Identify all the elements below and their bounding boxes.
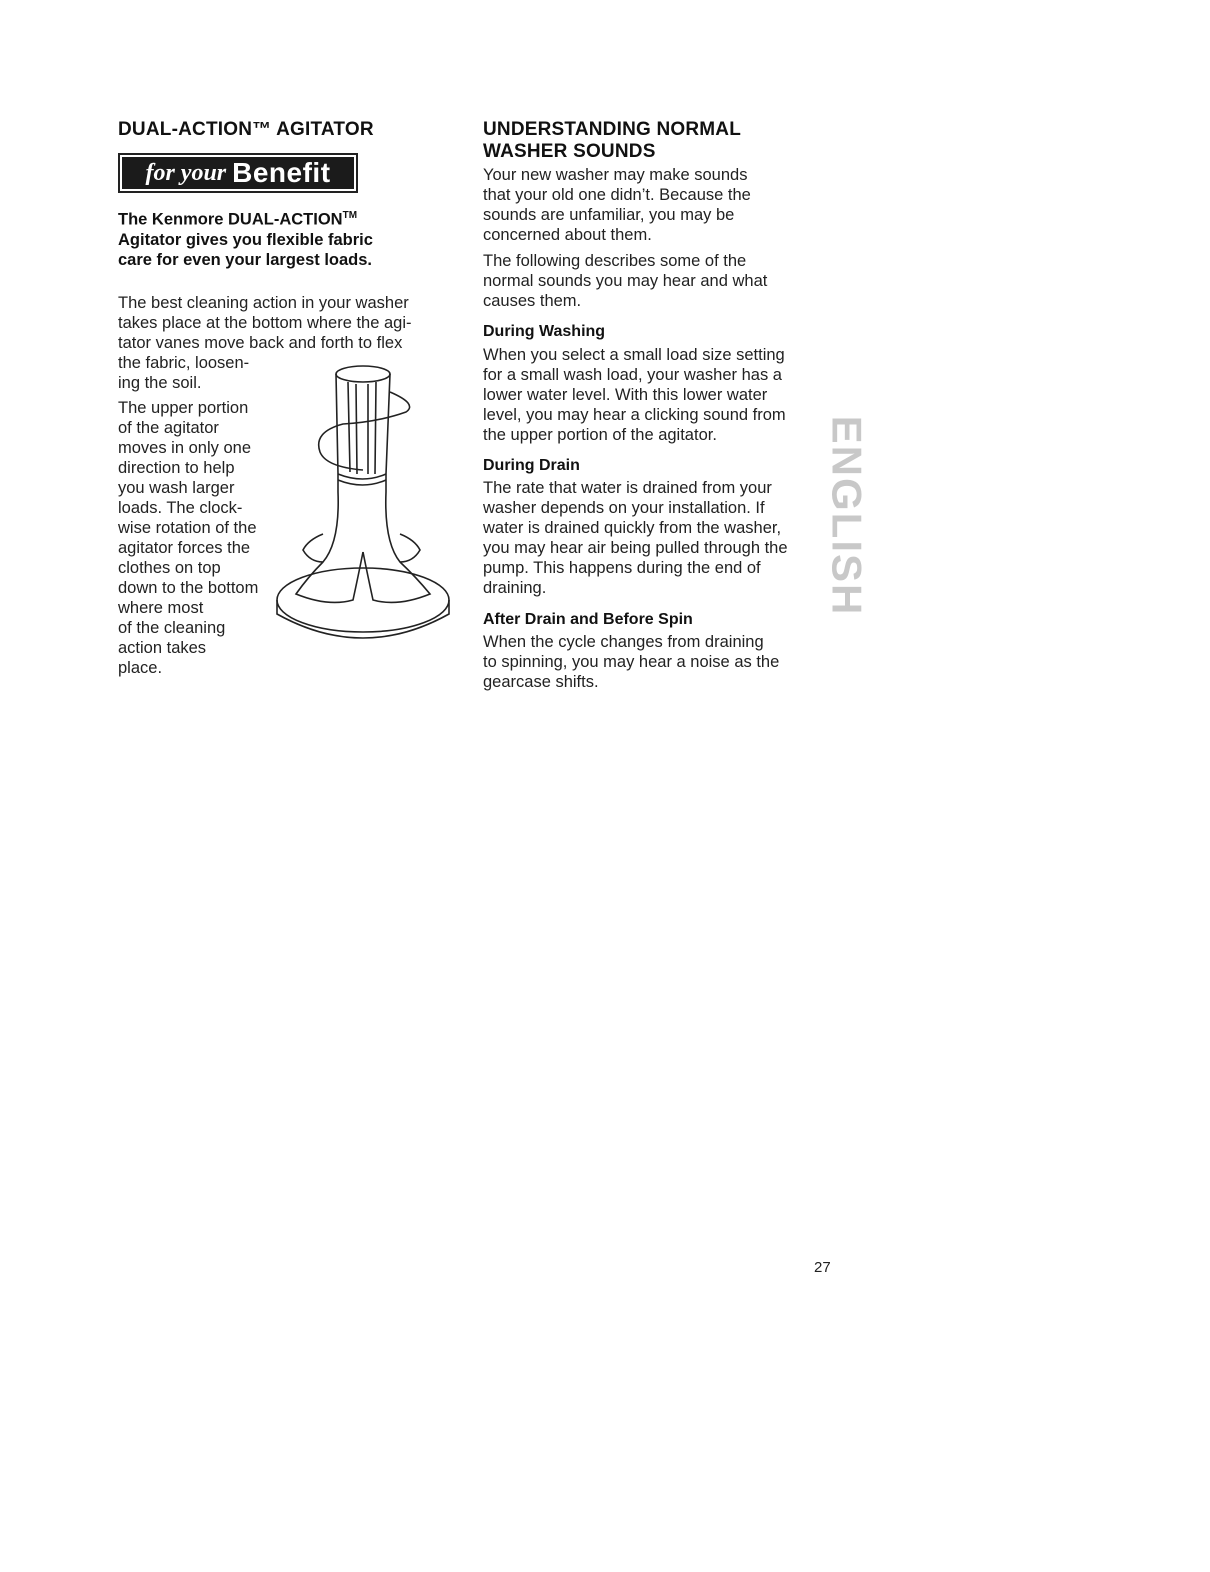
during-drain-text	[483, 478, 823, 598]
heading-line: WASHER SOUNDS	[483, 141, 656, 162]
p2-line: action takes	[118, 639, 207, 657]
washing-line: the upper portion of the agitator.	[483, 426, 717, 444]
p2-line: of the agitator	[118, 419, 219, 437]
intro1-line: sounds are unfamiliar, you may be	[483, 206, 735, 224]
intro2-line: normal sounds you may hear and what	[483, 272, 768, 290]
after-drain-line: gearcase shifts.	[483, 673, 599, 691]
subheading-during-drain: During Drain	[483, 457, 580, 474]
lead-line-3: care for even your largest loads.	[118, 250, 373, 269]
p2-line: agitator forces the	[118, 539, 251, 557]
section-title-washer-sounds	[483, 119, 803, 163]
agitator-icon	[268, 362, 458, 652]
drain-line: pump. This happens during the end of	[483, 559, 761, 577]
for-your-benefit-banner	[118, 153, 358, 193]
trademark-mark: TM	[342, 210, 358, 221]
during-washing-text	[483, 345, 823, 445]
intro2-line: The following describes some of the	[483, 252, 747, 270]
p2-line: down to the bottom	[118, 579, 259, 597]
p1-line: tator vanes move back and forth to flex	[118, 334, 403, 352]
banner-prefix: for your	[145, 159, 227, 186]
subheading-during-washing: During Washing	[483, 323, 606, 340]
p1-line: takes place at the bottom where the agi-	[118, 314, 412, 332]
p2-line: direction to help	[118, 459, 235, 477]
subheading-after-drain: After Drain and Before Spin	[483, 611, 693, 628]
banner-word: Benefit	[232, 157, 331, 188]
intro1-line: that your old one didn’t. Because the	[483, 186, 751, 204]
drain-line: The rate that water is drained from your	[483, 479, 772, 497]
language-tab-label: ENGLISH	[823, 415, 870, 617]
sounds-intro-2	[483, 251, 823, 311]
p2-line: place.	[118, 659, 163, 677]
p2-line: moves in only one	[118, 439, 251, 457]
drain-line: water is drained quickly from the washer,	[483, 519, 782, 537]
heading-line: UNDERSTANDING NORMAL	[483, 119, 742, 140]
section-title-agitator: DUAL-ACTION™ AGITATOR	[118, 119, 374, 140]
benefit-lead-text	[118, 206, 418, 270]
language-tab	[823, 415, 870, 617]
p2-line: you wash larger	[118, 479, 235, 497]
intro1-line: concerned about them.	[483, 226, 652, 244]
after-drain-line: to spinning, you may hear a noise as the	[483, 653, 780, 671]
lead-line-1: The Kenmore DUAL-ACTION	[118, 210, 343, 229]
washing-line: lower water level. With this lower water	[483, 386, 768, 404]
intro2-line: causes them.	[483, 292, 582, 310]
drain-line: draining.	[483, 579, 547, 597]
washing-line: for a small wash load, your washer has a	[483, 366, 782, 384]
after-drain-line: When the cycle changes from draining	[483, 633, 764, 651]
drain-line: you may hear air being pulled through the	[483, 539, 788, 557]
drain-line: washer depends on your installation. If	[483, 499, 765, 517]
washing-line: When you select a small load size setting	[483, 346, 785, 364]
lead-line-2: Agitator gives you flexible fabric	[118, 230, 373, 249]
p2-line: wise rotation of the	[118, 519, 257, 537]
intro1-line: Your new washer may make sounds	[483, 166, 748, 184]
p2-line: clothes on top	[118, 559, 221, 577]
p1-line: ing the soil.	[118, 374, 202, 392]
p1-line: The best cleaning action in your washer	[118, 294, 409, 312]
p2-line: of the cleaning	[118, 619, 226, 637]
washing-line: level, you may hear a clicking sound from	[483, 406, 786, 424]
p1-line: the fabric, loosen-	[118, 354, 250, 372]
after-drain-text	[483, 632, 823, 692]
p2-line: where most	[118, 599, 204, 617]
p2-line: The upper portion	[118, 399, 249, 417]
page-number: 27	[814, 1259, 831, 1276]
p2-line: loads. The clock-	[118, 499, 243, 517]
sounds-intro-1	[483, 165, 823, 245]
